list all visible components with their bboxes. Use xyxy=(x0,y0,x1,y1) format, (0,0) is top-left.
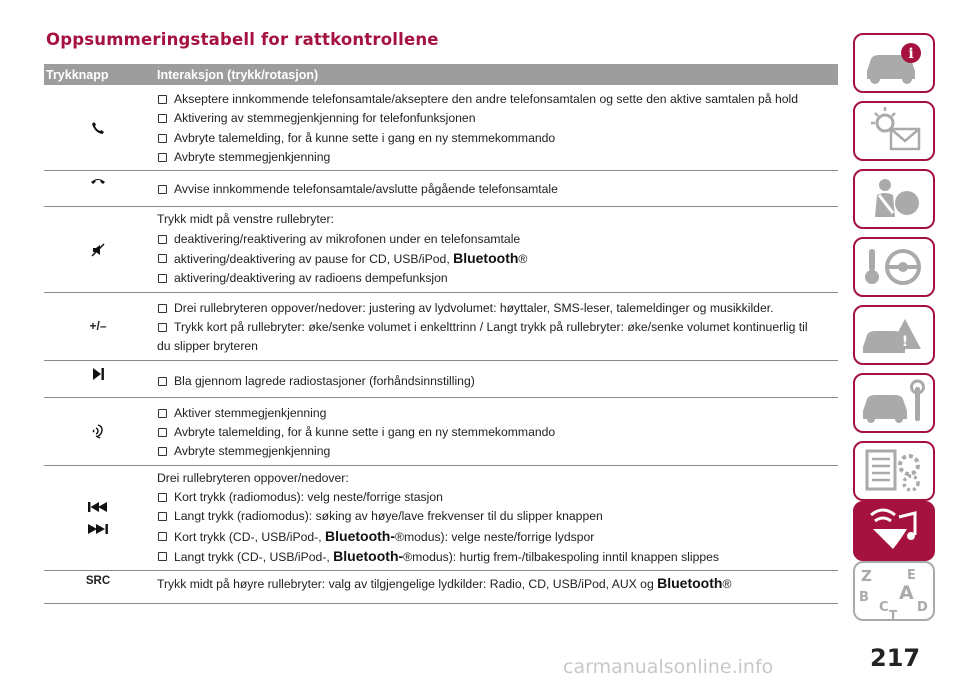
row-text: Trykk midt på høyre rullebryter: valg av tilgjengelige lydkilder: Radio, CD, USB/iPod, AUX og Bluetooth® xyxy=(157,575,732,592)
watermark-text: carmanualsonline.info xyxy=(563,656,774,678)
list-item: Avbryte talemelding, for å kunne sette i gang en ny stemmekommando xyxy=(157,129,838,148)
tab-safety[interactable] xyxy=(853,169,935,229)
table-row xyxy=(44,293,838,361)
tab-technical-data[interactable] xyxy=(853,441,935,501)
alphabetical-index-icon xyxy=(855,563,933,619)
list-item: Kort trykk (radiomodus): velg neste/forrige stasjon xyxy=(157,488,838,507)
seek-back-forward-icon xyxy=(44,466,152,570)
list-item: Langt trykk (radiomodus): søking av høye/lave frekvenser til du slipper knappen xyxy=(157,507,838,526)
next-track-icon xyxy=(44,361,152,397)
list-item: Akseptere innkommende telefonsamtale/akseptere den andre telefonsamtalen og sette den aktive samtalen på hold xyxy=(157,90,838,109)
tab-emergency[interactable] xyxy=(853,305,935,365)
svg-text:D: D xyxy=(917,600,928,615)
list-item: Bla gjennom lagrede radiostasjoner (forhåndsinnstilling) xyxy=(157,372,838,391)
list-item: Avbryte stemmegjenkjenning xyxy=(157,148,838,167)
car-maintenance-icon xyxy=(855,375,933,431)
phone-answer-icon xyxy=(44,85,152,170)
table-row xyxy=(44,207,838,292)
svg-text:!: ! xyxy=(901,334,909,350)
table-row xyxy=(44,466,838,571)
column-header-interaction: Interaksjon (trykk/rotasjon) xyxy=(157,68,319,82)
list-item: Avvise innkommende telefonsamtale/avslutte pågående telefonsamtale xyxy=(157,180,838,199)
tab-index[interactable] xyxy=(853,561,935,621)
specs-settings-icon xyxy=(855,443,933,499)
tab-car-info[interactable] xyxy=(853,33,935,93)
list-item: Kort trykk (CD-, USB/iPod-, Bluetooth-®modus): velge neste/forrige lydspor xyxy=(157,527,838,547)
src-button-label: SRC xyxy=(85,575,111,588)
warning-lights-mail-icon xyxy=(855,103,933,159)
svg-text:T: T xyxy=(889,608,898,619)
table-row xyxy=(44,398,838,466)
list-item: Aktivering av stemmegjenkjenning for telefonfunksjonen xyxy=(157,109,838,128)
column-header-button: Trykknapp xyxy=(46,68,109,82)
list-item: Drei rullebryteren oppover/nedover: justering av lydvolumet: høyttaler, SMS-leser, talemeldinger og musikkilder. xyxy=(157,299,838,318)
car-accident-warning-icon xyxy=(855,307,933,363)
tab-warning-lights[interactable] xyxy=(853,101,935,161)
list-item: aktivering/deaktivering av pause for CD, USB/iPod, Bluetooth® xyxy=(157,249,838,269)
list-item: aktivering/deaktivering av radioens dempefunksjon xyxy=(157,269,838,288)
list-item: deaktivering/reaktivering av mikrofonen under en telefonsamtale xyxy=(157,230,838,249)
steering-controls-table xyxy=(44,64,838,604)
svg-text:A: A xyxy=(899,582,914,604)
car-info-icon xyxy=(855,35,933,91)
row-intro-text: Trykk midt på venstre rullebryter: xyxy=(157,212,334,227)
list-item-continuation: du slipper bryteren xyxy=(157,339,258,354)
list-item: Aktiver stemmegjenkjenning xyxy=(157,404,838,423)
svg-text:C: C xyxy=(879,600,889,615)
row-intro-text: Drei rullebryteren oppover/nedover: xyxy=(157,470,349,485)
table-row xyxy=(44,361,838,398)
table-row xyxy=(44,571,838,603)
tab-starting-driving[interactable] xyxy=(853,237,935,297)
list-item: Trykk kort på rullebryter: øke/senke volumet i enkelttrinn / Langt trykk på rullebryter: øke/senke volumet kontinuerlig til xyxy=(157,318,838,337)
svg-text:E: E xyxy=(907,568,916,583)
tab-multimedia[interactable] xyxy=(853,501,935,561)
table-row xyxy=(44,85,838,171)
page-number: 217 xyxy=(870,644,921,672)
tab-maintenance[interactable] xyxy=(853,373,935,433)
list-item: Avbryte stemmegjenkjenning xyxy=(157,442,838,461)
seatbelt-airbag-icon xyxy=(855,171,933,227)
table-header xyxy=(44,64,838,85)
volume-plus-minus-label: +/– xyxy=(89,319,107,334)
page-title: Oppsummeringstabell for rattkontrollene xyxy=(46,30,439,49)
multimedia-note-icon xyxy=(855,503,933,559)
voice-command-icon xyxy=(44,398,152,465)
mute-icon xyxy=(44,207,152,291)
list-item: Avbryte talemelding, for å kunne sette i gang en ny stemmekommando xyxy=(157,423,838,442)
svg-text:B: B xyxy=(859,590,869,605)
svg-text:Z: Z xyxy=(861,567,872,585)
key-steering-wheel-icon xyxy=(855,239,933,295)
list-item: Langt trykk (CD-, USB/iPod-, Bluetooth-®modus): hurtig frem-/tilbakespoling inntil knappen slippes xyxy=(157,547,838,567)
svg-text:i: i xyxy=(908,46,914,62)
phone-hangup-icon xyxy=(44,171,152,206)
table-row xyxy=(44,171,838,207)
